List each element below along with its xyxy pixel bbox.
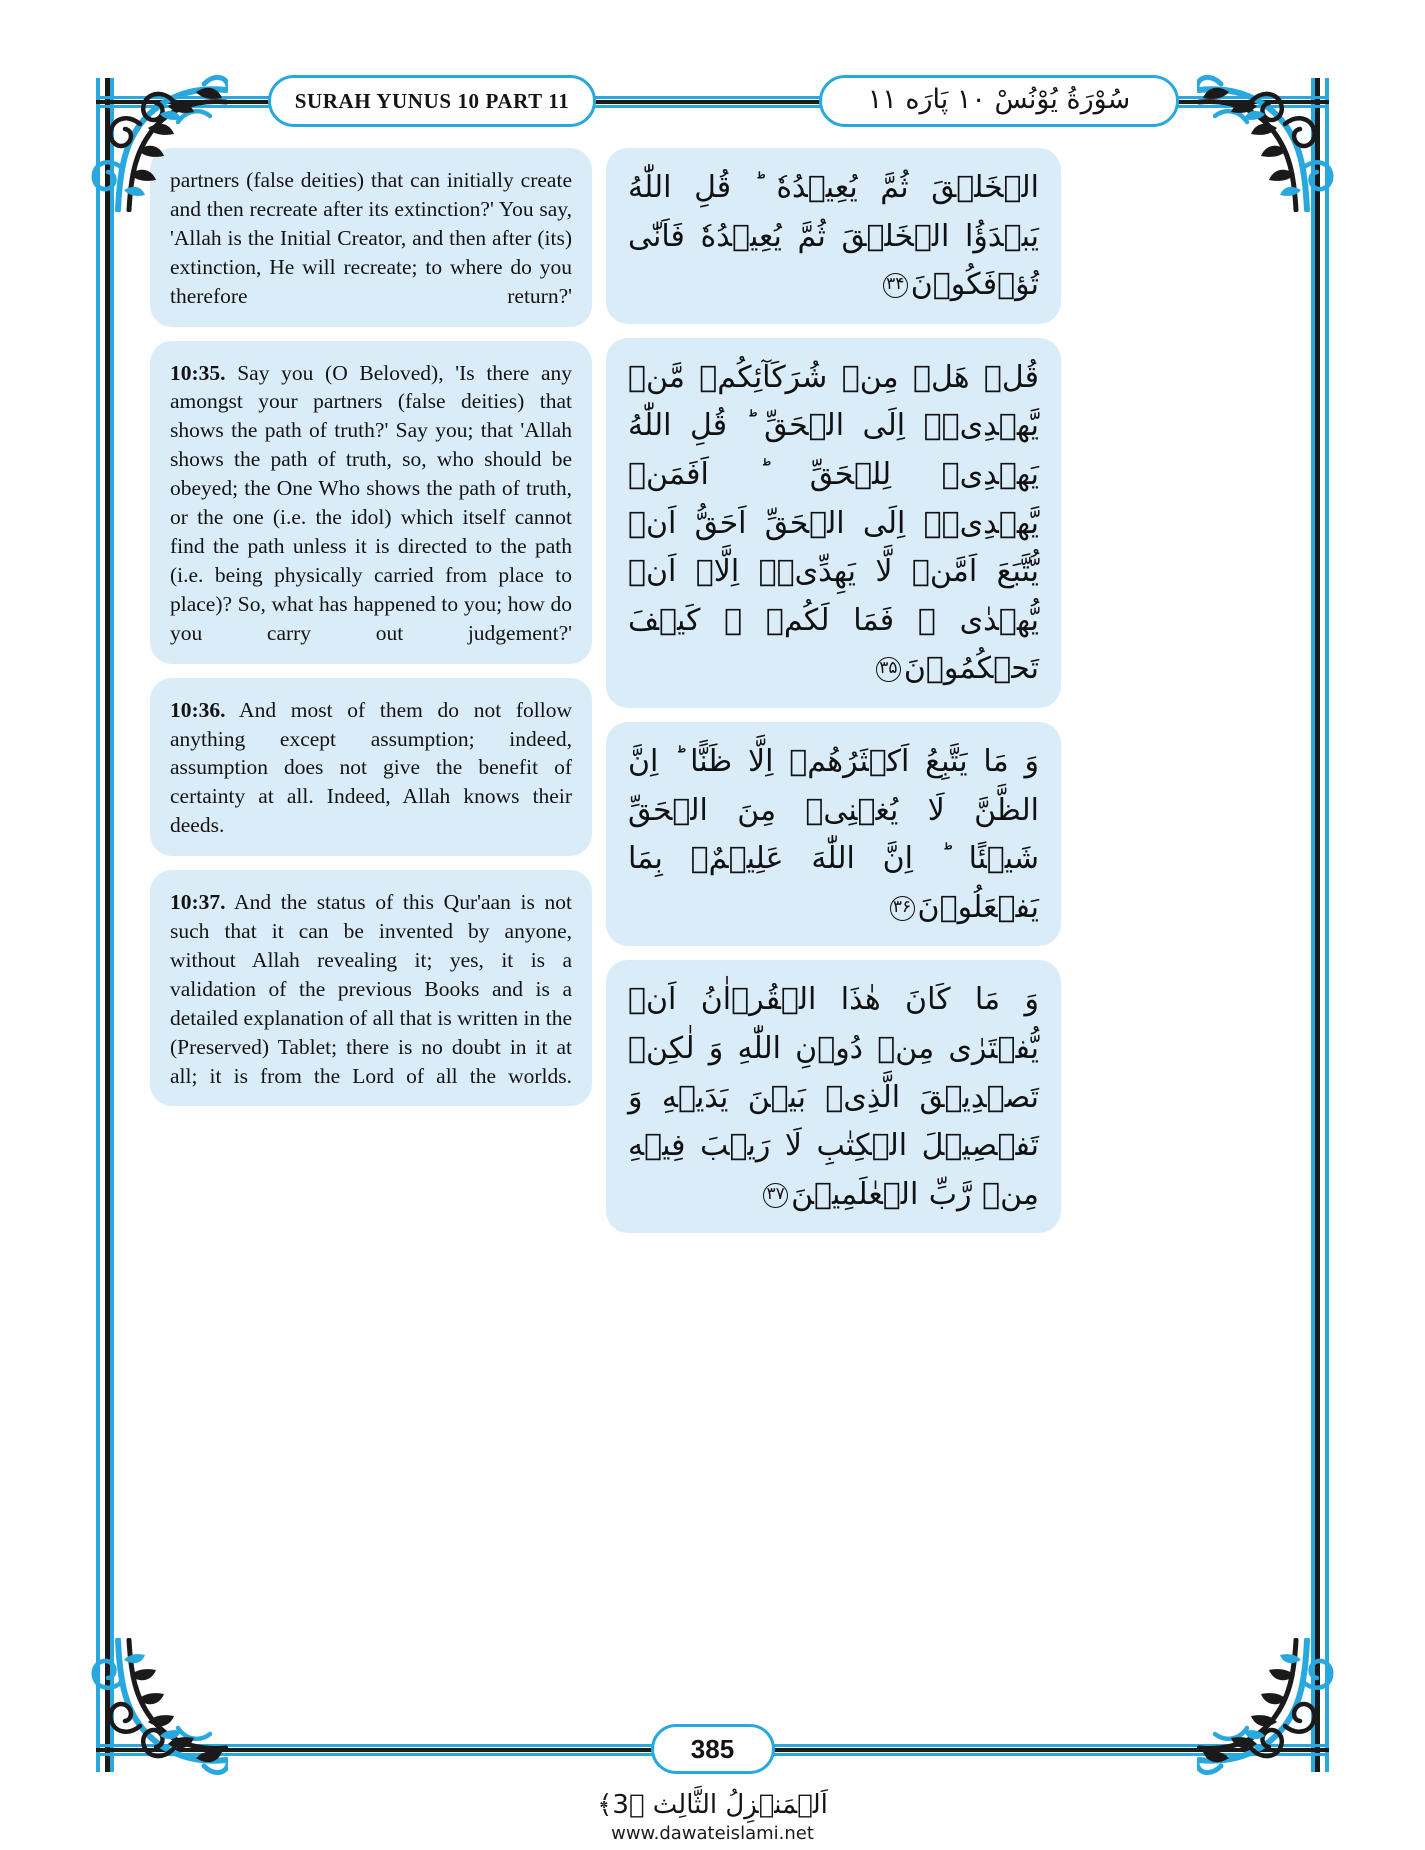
corner-ornament-icon [78,62,228,212]
verse-grid [150,148,1275,1233]
verse-block-arabic [606,722,1061,946]
surah-title-english: SURAH YUNUS 10 PART 11 [294,88,570,113]
page-footer [96,1724,1329,1778]
verse-text-arabic: قُلۡ هَلۡ مِنۡ شُرَكَآئِكُمۡ مَّنۡ یَّهۡدِیۡۤ اِلَی الۡحَقِّ ؕ قُلِ اللّٰهُ یَهۡدِیۡ لِلۡحَقِّ ؕ اَفَمَنۡ یَّهۡدِیۡۤ اِلَی الۡحَقِّ اَحَقُّ اَنۡ یُّتَّبَعَ اَمَّنۡ لَّا یَهِدِّیۡۤ اِلَّاۤ اَنۡ یُّهۡدٰی ۚ فَمَا لَكُمۡ ۟ كَیۡفَ تَحۡكُمُوۡنَ [628,359,1039,687]
verse-block-arabic [606,960,1061,1233]
verse-text-english: partners (false deities) that can initially create and then recreate after its extinction?' You say, 'Allah is the Initial Creator, and then after (its) extinction, He will recreate; to where do you therefore return?' [170,168,572,308]
english-translation-column [150,148,592,1233]
verse-number: 10:37. [170,890,226,915]
verse-block-english [150,870,592,1106]
surah-title-arabic: سُوْرَةُ یُوْنُسْ ۱۰ پَارَه ۱۱ [867,83,1131,115]
verse-block-english [150,678,592,857]
verse-number: 10:35. [170,360,226,385]
surah-title-badge [268,75,596,127]
ayah-marker: ۳۴ [883,273,908,298]
verse-text-arabic: وَ مَا كَانَ هٰذَا الۡقُرۡاٰنُ اَنۡ یُّفۡتَرٰی مِنۡ دُوۡنِ اللّٰهِ وَ لٰكِنۡ تَصۡدِیۡقَ الَّذِیۡ بَیۡنَ یَدَیۡهِ وَ تَفۡصِیۡلَ الۡكِتٰبِ لَا رَیۡبَ فِیۡهِ مِنۡ رَّبِّ الۡعٰلَمِیۡنَ [628,982,1039,1212]
verse-text-english: And the status of this Qur'aan is not such that it can be invented by anyone, without Allah revealing it; yes, it is a validation of the previous Books and is a detailed explanation of all that is written in the (Preserved) Tablet; there is no doubt in it at all; it is from the Lord of all the worlds. [170,890,572,1088]
arabic-text-column [606,148,1061,1233]
verse-block-arabic [606,148,1061,324]
corner-ornament-icon [1197,62,1347,212]
page-header [96,75,1329,129]
page-number-badge [651,1724,775,1774]
verse-number: 10:36. [170,697,226,722]
verse-text-arabic: وَ مَا یَتَّبِعُ اَكۡثَرُهُمۡ اِلَّا ظَنًّا ؕ اِنَّ الظَّنَّ لَا یُغۡنِیۡ مِنَ الۡحَقِّ شَیۡئًا ؕ اِنَّ اللّٰهَ عَلِیۡمٌۢ بِمَا یَفۡعَلُوۡنَ [628,743,1039,925]
verse-block-english [150,341,592,664]
corner-ornament-icon [78,1638,228,1788]
corner-ornament-icon [1197,1638,1347,1788]
verse-text-english: And most of them do not follow anything except assumption; indeed, assumption does not give the benefit of certainty at all. Indeed, Allah knows their deeds. [170,697,572,838]
verse-block-arabic [606,338,1061,708]
ayah-marker: ۳۷ [763,1183,788,1208]
surah-title-badge-arabic [819,75,1179,127]
page-number: 385 [690,1733,735,1764]
manzil-label: اَلۡمَنۡزِلُ الثَّالِث ﴿3﴾ [597,1790,828,1821]
ayah-marker: ۳۵ [876,657,901,682]
ayah-marker: ۳۶ [890,896,915,921]
verse-text-english: Say you (O Beloved), 'Is there any amongst your partners (false deities) that shows the path of truth?' Say you; that 'Allah shows the path of truth, so, who should be obeyed; the One Who shows the path of truth, or the one (i.e. the idol) which itself cannot find the path unless it is directed to the path (i.e. being physically carried from place to place)? So, what has happened to you; how do you carry out judgement?' [170,360,572,645]
verse-text-arabic: الۡخَلۡقَ ثُمَّ یُعِیۡدُهٗ ؕ قُلِ اللّٰهُ یَبۡدَؤُا الۡخَلۡقَ ثُمَّ یُعِیۡدُهٗ فَاَنّٰی تُؤۡفَكُوۡنَ [628,170,1039,303]
website-url: www.dawateislami.net [611,1823,814,1844]
